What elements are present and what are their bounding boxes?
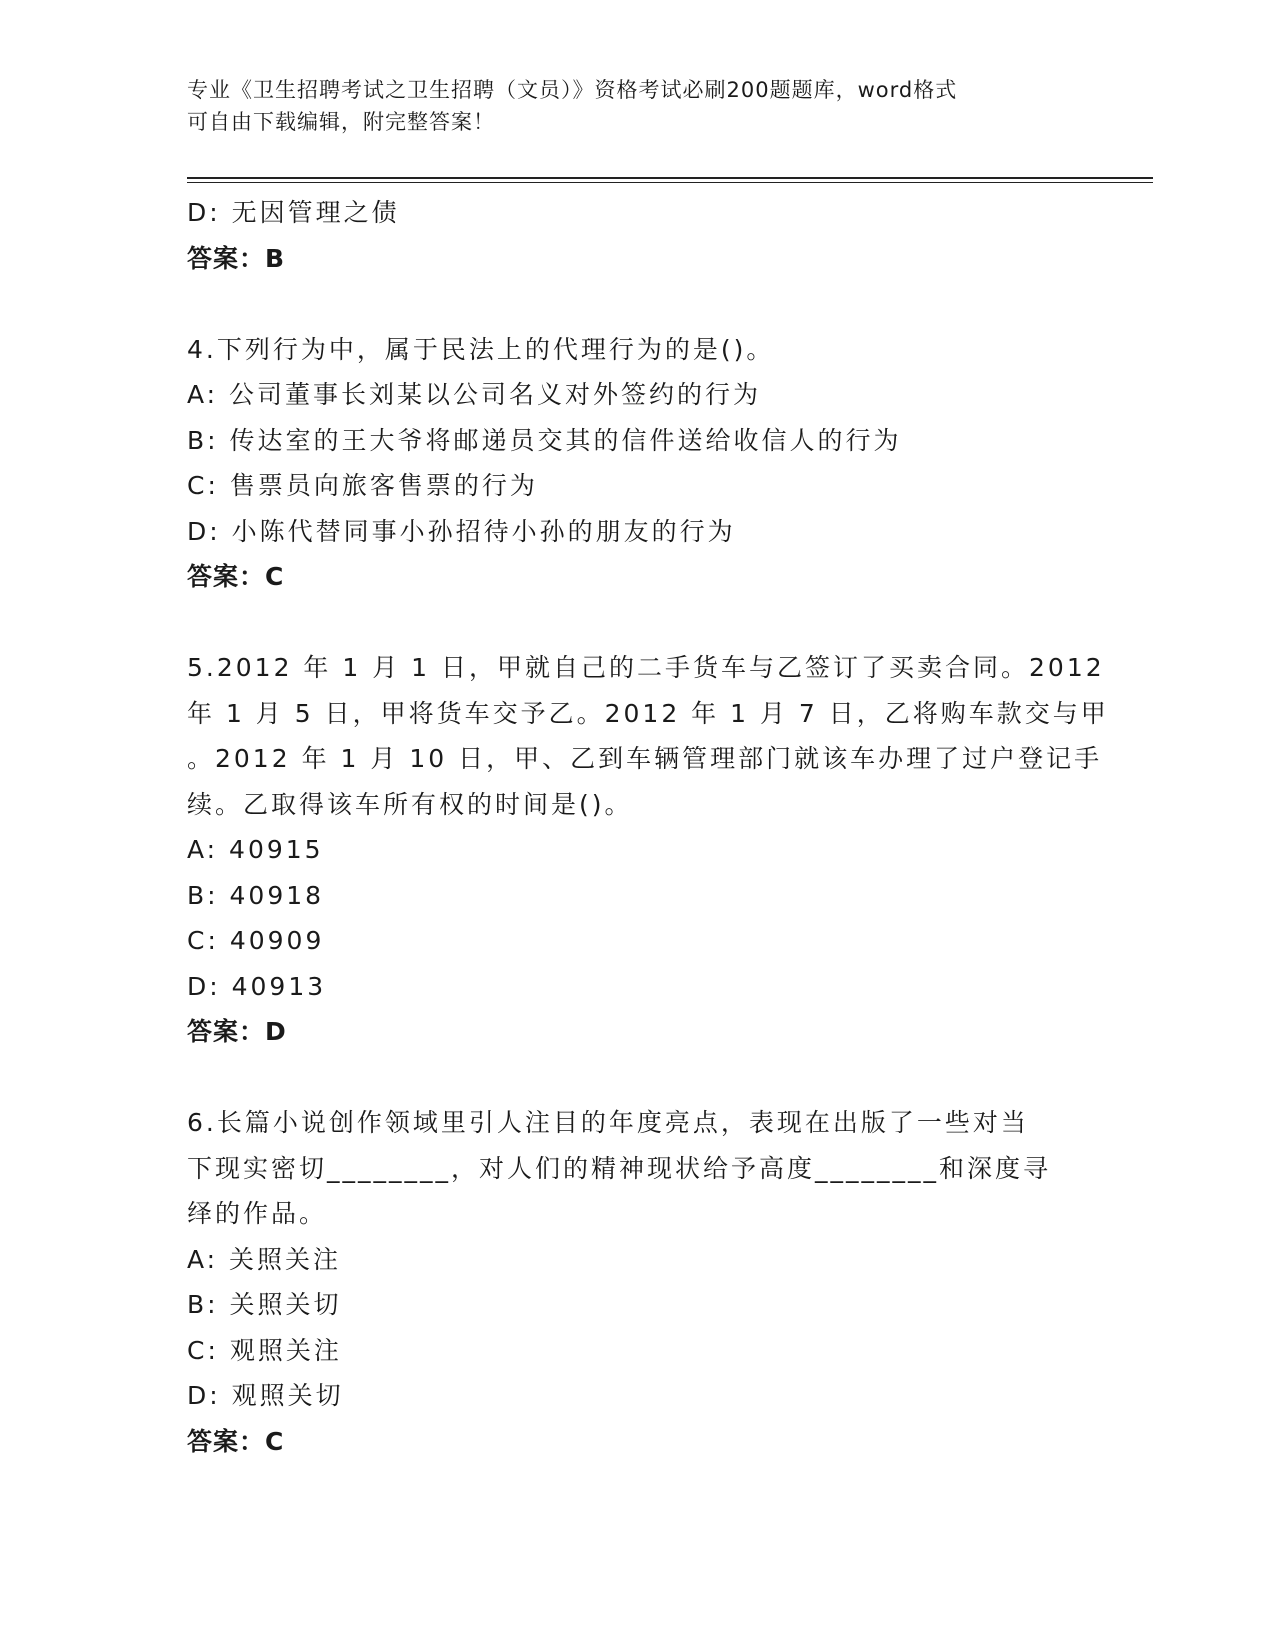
prev-option-d: D: 无因管理之债 bbox=[187, 198, 400, 227]
question-6-stem-line-1: 6.长篇小说创作领域里引人注目的年度亮点，表现在出版了一些对当 bbox=[187, 1108, 1029, 1137]
question-5-stem-line-4: 续。乙取得该车所有权的时间是()。 bbox=[187, 789, 633, 819]
question-6-option-c: C: 观照关注 bbox=[187, 1335, 342, 1365]
spacer bbox=[187, 600, 1087, 646]
question-5-option-a: A: 40915 bbox=[187, 835, 324, 864]
question-5-option-d: D: 40913 bbox=[187, 971, 327, 1001]
question-5-option-b: B: 40918 bbox=[187, 880, 325, 910]
header-title-line-1: 专业《卫生招聘考试之卫生招聘（文员）》资格考试必刷200题题库，word格式 bbox=[187, 78, 958, 102]
document-header bbox=[187, 74, 1087, 138]
question-6-option-a: A: 关照关注 bbox=[187, 1244, 342, 1274]
question-6 bbox=[187, 1100, 1087, 1464]
question-5-stem-line-1: 5.2012 年 1 月 1 日，甲就自己的二手货车与乙签订了买卖合同。2012 bbox=[187, 653, 1105, 682]
header-title-line-2: 可自由下载编辑，附完整答案！ bbox=[187, 110, 495, 134]
header-divider bbox=[187, 177, 1153, 183]
question-5-option-c: C: 40909 bbox=[187, 926, 325, 955]
question-6-stem-line-3: 绎的作品。 bbox=[187, 1199, 328, 1228]
question-6-answer: 答案：C bbox=[187, 1426, 285, 1456]
question-4-option-c: C: 售票员向旅客售票的行为 bbox=[187, 471, 538, 500]
question-5-stem-line-2: 年 1 月 5 日，甲将货车交予乙。2012 年 1 月 7 日，乙将购车款交与甲 bbox=[187, 698, 1109, 728]
spacer bbox=[187, 1055, 1087, 1101]
question-content bbox=[187, 190, 1109, 1464]
question-4-option-a: A: 公司董事长刘某以公司名义对外签约的行为 bbox=[187, 380, 762, 409]
question-4-option-b: B: 传达室的王大爷将邮递员交其的信件送给收信人的行为 bbox=[187, 425, 902, 455]
question-4-answer: 答案：C bbox=[187, 562, 285, 591]
question-5-stem-line-3: 。2012 年 1 月 10 日，甲、乙到车辆管理部门就该车办理了过户登记手 bbox=[187, 744, 1103, 773]
question-4 bbox=[187, 327, 1087, 600]
question-4-stem-line-1: 4.下列行为中，属于民法上的代理行为的是()。 bbox=[187, 334, 775, 364]
question-6-option-d: D: 观照关切 bbox=[187, 1381, 344, 1410]
question-6-stem-line-2: 下现实密切________，对人们的精神现状给予高度________和深度寻 bbox=[187, 1153, 1052, 1183]
question-5 bbox=[187, 645, 1109, 1055]
question-4-option-d: D: 小陈代替同事小孙招待小孙的朋友的行为 bbox=[187, 516, 736, 546]
question-5-answer: 答案：D bbox=[187, 1017, 287, 1046]
question-6-option-b: B: 关照关切 bbox=[187, 1290, 342, 1319]
spacer bbox=[187, 281, 1087, 327]
prev-answer: 答案：B bbox=[187, 243, 286, 273]
